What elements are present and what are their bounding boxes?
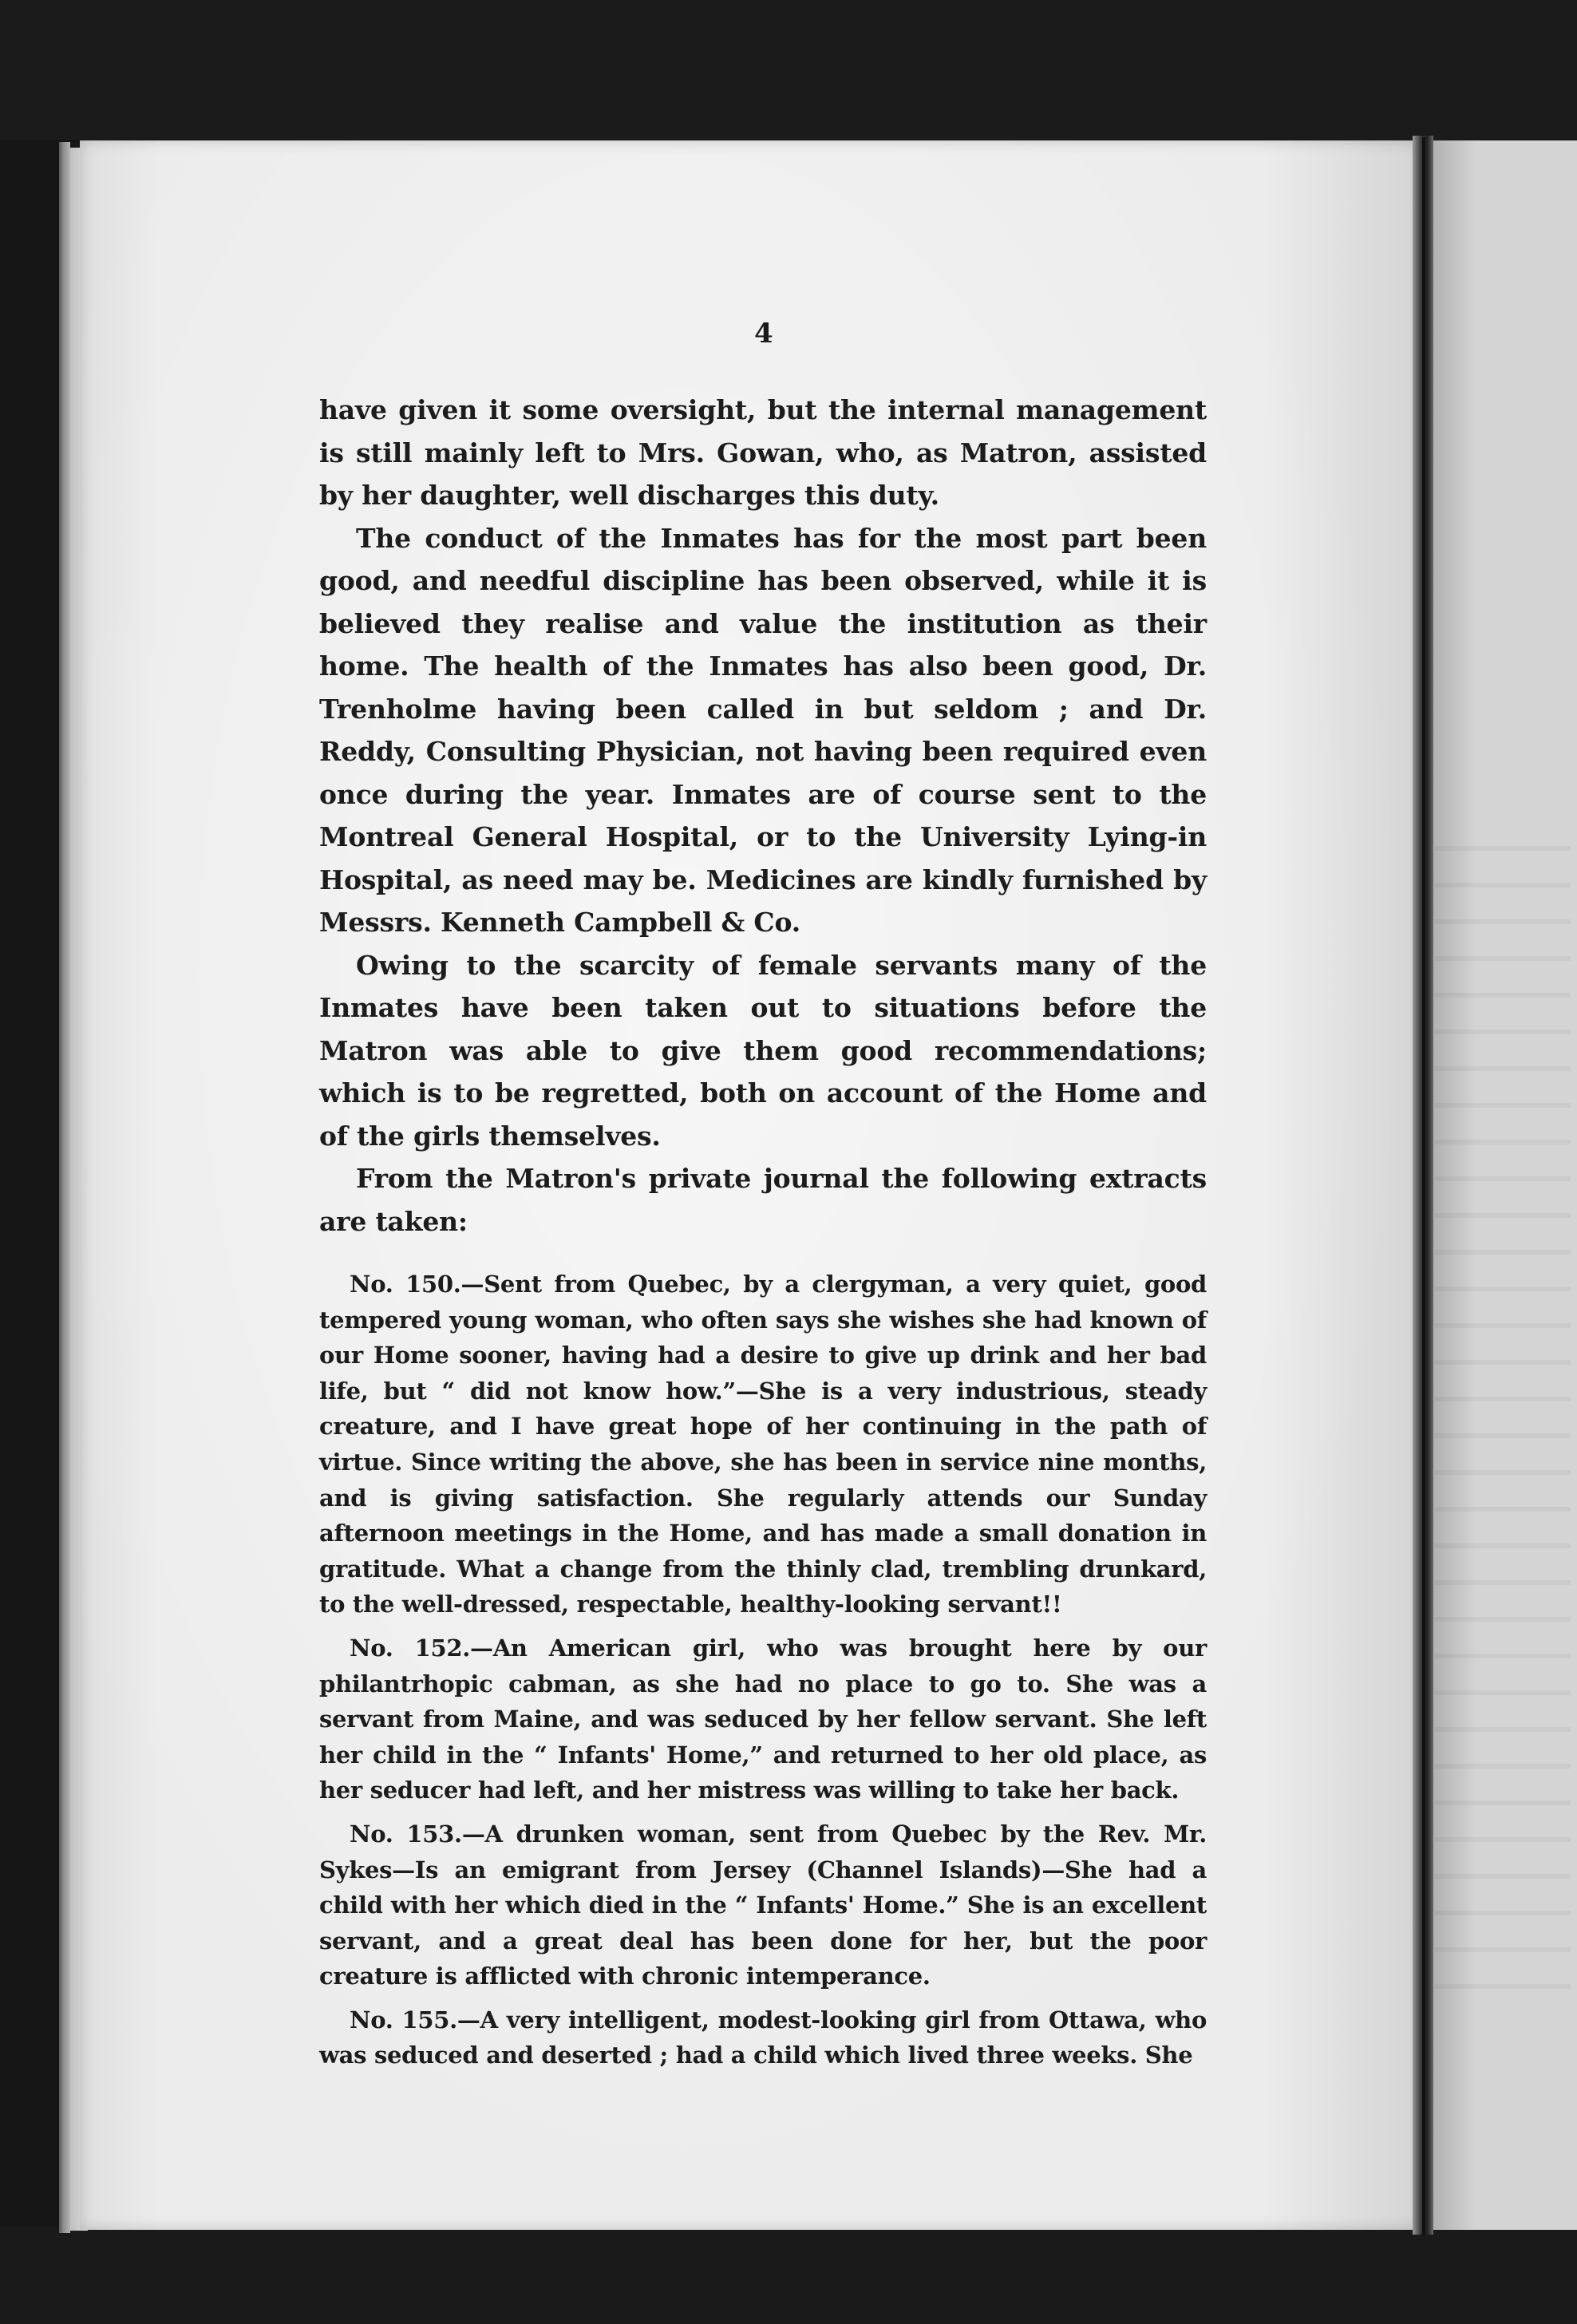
- journal-entry-150: No. 150.—Sent from Quebec, by a clergyman, a very quiet, good tempered young woman, who often says she wishes she had known of our Home sooner, having had a desire to give up drink and her bad life, but “ did not know how.”—She is a very industrious, steady creature, and I have great hope of her continuing in the path of virtue. Since writing the above, she has been in service nine months, and is giving satisfaction. She regularly attends our Sunday afternoon meetings in the Home, and has made a small donation in gratitude. What a change from the thinly clad, trembling drunkard, to the well-dressed, respectable, healthy-looking servant!!: [319, 1271, 1207, 1618]
- paragraph-conduct-health: The conduct of the Inmates has for the most part been good, and needful discipline has been observed, while it is believed they realise and value the institution as their home. The health of the Inmates has also been good, Dr. Trenholme having been called in but seldom ; and Dr. Reddy, Consulting Physician, not having been required even once during the year. Inmates are of course sent to the Montreal General Hospital, or to the University Lying-in Hospital, as need may be. Medicines are kindly furnished by Messrs. Kenneth Campbell & Co.: [319, 522, 1207, 938]
- page-number: 4: [754, 318, 773, 350]
- paragraph-servants: Owing to the scarcity of female servants many of the Inmates have been taken out to situations before the Matron was able to give them good recommendations; which is to be regretted, both on account of the Home and of the girls themselves.: [319, 949, 1207, 1152]
- scan-border-bottom: [0, 2227, 1577, 2324]
- page-stack-edge: [59, 142, 70, 2233]
- paragraph-journal-intro: From the Matron's private journal the following extracts are taken:: [319, 1163, 1207, 1237]
- paragraph-management: have given it some oversight, but the internal management is still mainly left to Mrs. Gowan, who, as Matron, assisted by her daughter, well discharges this duty.: [319, 394, 1207, 511]
- page-text-block: [319, 315, 1207, 2073]
- scan-border-top: [0, 0, 1577, 140]
- journal-entry-152: No. 152.—An American girl, who was brought here by our philantrhopic cabman, as she had no place to go to. She was a servant from Maine, and was seduced by her fellow servant. She left her child in the “ Infants' Home,” and returned to her old place, as her seducer had left, and her mistress was willing to take her back.: [319, 1634, 1207, 1804]
- gutter-fold-line: [1422, 137, 1425, 2236]
- journal-entry-155: No. 155.—A very intelligent, modest-looking girl from Ottawa, who was seduced and deserted ; had a child which lived three weeks. She: [319, 2006, 1207, 2069]
- journal-entry-153: No. 153.—A drunken woman, sent from Quebec by the Rev. Mr. Sykes—Is an emigrant from Jersey (Channel Islands)—She had a child with her which died in the “ Infants' Home.” She is an excellent servant, and a great deal has been done for her, but the poor creature is afflicted with chronic intemperance.: [319, 1820, 1207, 1990]
- facing-page-show-through: [1435, 814, 1571, 2011]
